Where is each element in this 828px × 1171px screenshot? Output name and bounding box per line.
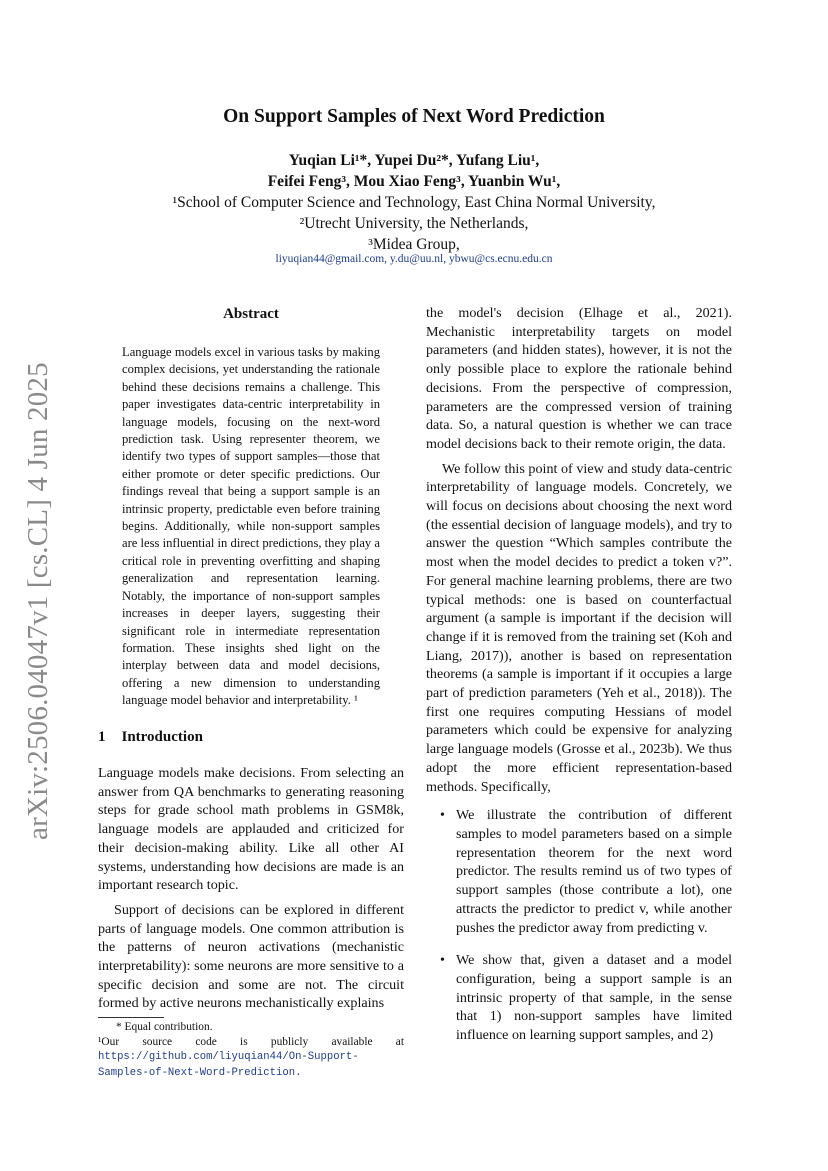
paper-title: On Support Samples of Next Word Prediction: [223, 106, 605, 127]
abstract-paragraph: Language models excel in various tasks by making complex decisions, yet understanding the rationale behind these decisions remains a challenge. This paper investigates data-centric interpretability in language models, focusing on the next-word prediction task. Using representer theorem, we identify two types of support samples—those that either promote or deter specific predictions. Our findings reveal that being a support sample is an intrinsic property, predictable even before training begins. Additionally, while non-support samples are less influential in direct predictions, they play a critical role in preventing overfitting and shaping generalization and representation learning. Notably, the importance of non-support samples increases in deeper layers, suggesting their significant role in intermediate representation formation. These insights shed light on the interplay between data and model decisions, offering a new dimension to understanding language model behavior and interpretability. ¹: [122, 345, 380, 708]
affiliation-3: ³Midea Group,: [368, 236, 460, 253]
list-item: [426, 806, 732, 937]
affiliation-2: ²Utrecht University, the Netherlands,: [299, 215, 529, 232]
section-number: 1: [98, 729, 106, 745]
author-block: [0, 150, 828, 255]
bullet-icon: •: [440, 807, 445, 824]
footnote-equal-contribution: * Equal contribution.: [116, 1021, 213, 1033]
contribution-list: [426, 806, 732, 1044]
footnote-divider: [98, 1017, 164, 1018]
right-paragraph-1: the model's decision (Elhage et al., 2021). Mechanistic interpretability targets on model parameters (and hidden states), however, it is not the only possible place to explore the rationale behind decisions. From the perspective of compression, parameters are the compressed version of training data. So, a natural question is whether we can trace model decisions back to their remote origin, the data.: [426, 305, 732, 452]
bullet-icon: •: [440, 952, 445, 969]
abstract-text: [122, 344, 380, 710]
author-line-2: Feifei Feng³, Mou Xiao Feng³, Yuanbin Wu¹,: [267, 173, 561, 190]
left-column-body: [98, 764, 404, 1013]
abstract-heading: Abstract: [223, 306, 279, 322]
footnote-code-text: ¹Our source code is publicly available at: [98, 1035, 404, 1048]
footnote-code: [98, 1035, 404, 1081]
author-emails[interactable]: liyuqian44@gmail.com, y.du@uu.nl, ybwu@cs.ecnu.edu.cn: [275, 253, 553, 265]
right-column-body: [426, 304, 732, 1059]
author-line-1: Yuqian Li¹*, Yupei Du²*, Yufang Liu¹,: [288, 152, 540, 169]
bullet-text: We show that, given a dataset and a model configuration, being a support sample is an intrinsic property of that sample, in the sense that 1) non-support samples have limited influence on learning support samples, and 2): [456, 952, 732, 1044]
bullet-text: We illustrate the contribution of different samples to model parameters based on a simple representation theorem for the next word predictor. The results remind us of two types of support samples (those contribute a lot), one attracts the predictor to predict v, while another pushes the predictor away from predicting v.: [456, 807, 732, 936]
footnotes: [98, 1020, 404, 1080]
intro-paragraph-1: Language models make decisions. From selecting an answer from QA benchmarks to generating reasoning steps for grade school math problems in GSM8k, language models are applauded and criticized for their decision-making ability. Like all other AI systems, understanding how decisions are made is an important research topic.: [98, 765, 404, 894]
section-title: Introduction: [121, 729, 203, 745]
affiliation-1: ¹School of Computer Science and Technology, East China Normal University,: [172, 194, 656, 211]
right-paragraph-2: We follow this point of view and study data-centric interpretability of language models. Concretely, we will focus on decisions about choosing the next word (the essential decision of language models), and try to answer the question “Which samples contribute the most when the model decides to predict a token v?”. For general machine learning problems, there are two typical methods: one is based on counterfactual argument (a sample is important if the decision will change if it is removed from the training set (Koh and Liang, 2017)), another is based on representation theorems (a sample is important if it occupies a large part of prediction parameters (Yeh et al., 2018)). The first one requires computing Hessians of model parameters which could be expensive for analyzing large language models (Grosse et al., 2023b). We thus adopt the more efficient representation-based methods. Specifically,: [426, 460, 732, 795]
code-link[interactable]: https://github.com/liyuqian44/On-Support-Samples-of-Next-Word-Prediction.: [98, 1051, 359, 1079]
section-heading-introduction: [98, 729, 203, 746]
arxiv-identifier: arXiv:2506.04047v1 [cs.CL] 4 Jun 2025: [22, 362, 54, 840]
list-item: [426, 951, 732, 1045]
intro-paragraph-2: Support of decisions can be explored in different parts of language models. One common attribution is the patterns of neuron activations (mechanistic interpretability): some neurons are more sensitive to a specific decision and some are not. The circuit formed by active neurons mechanistically explains: [98, 901, 404, 1012]
